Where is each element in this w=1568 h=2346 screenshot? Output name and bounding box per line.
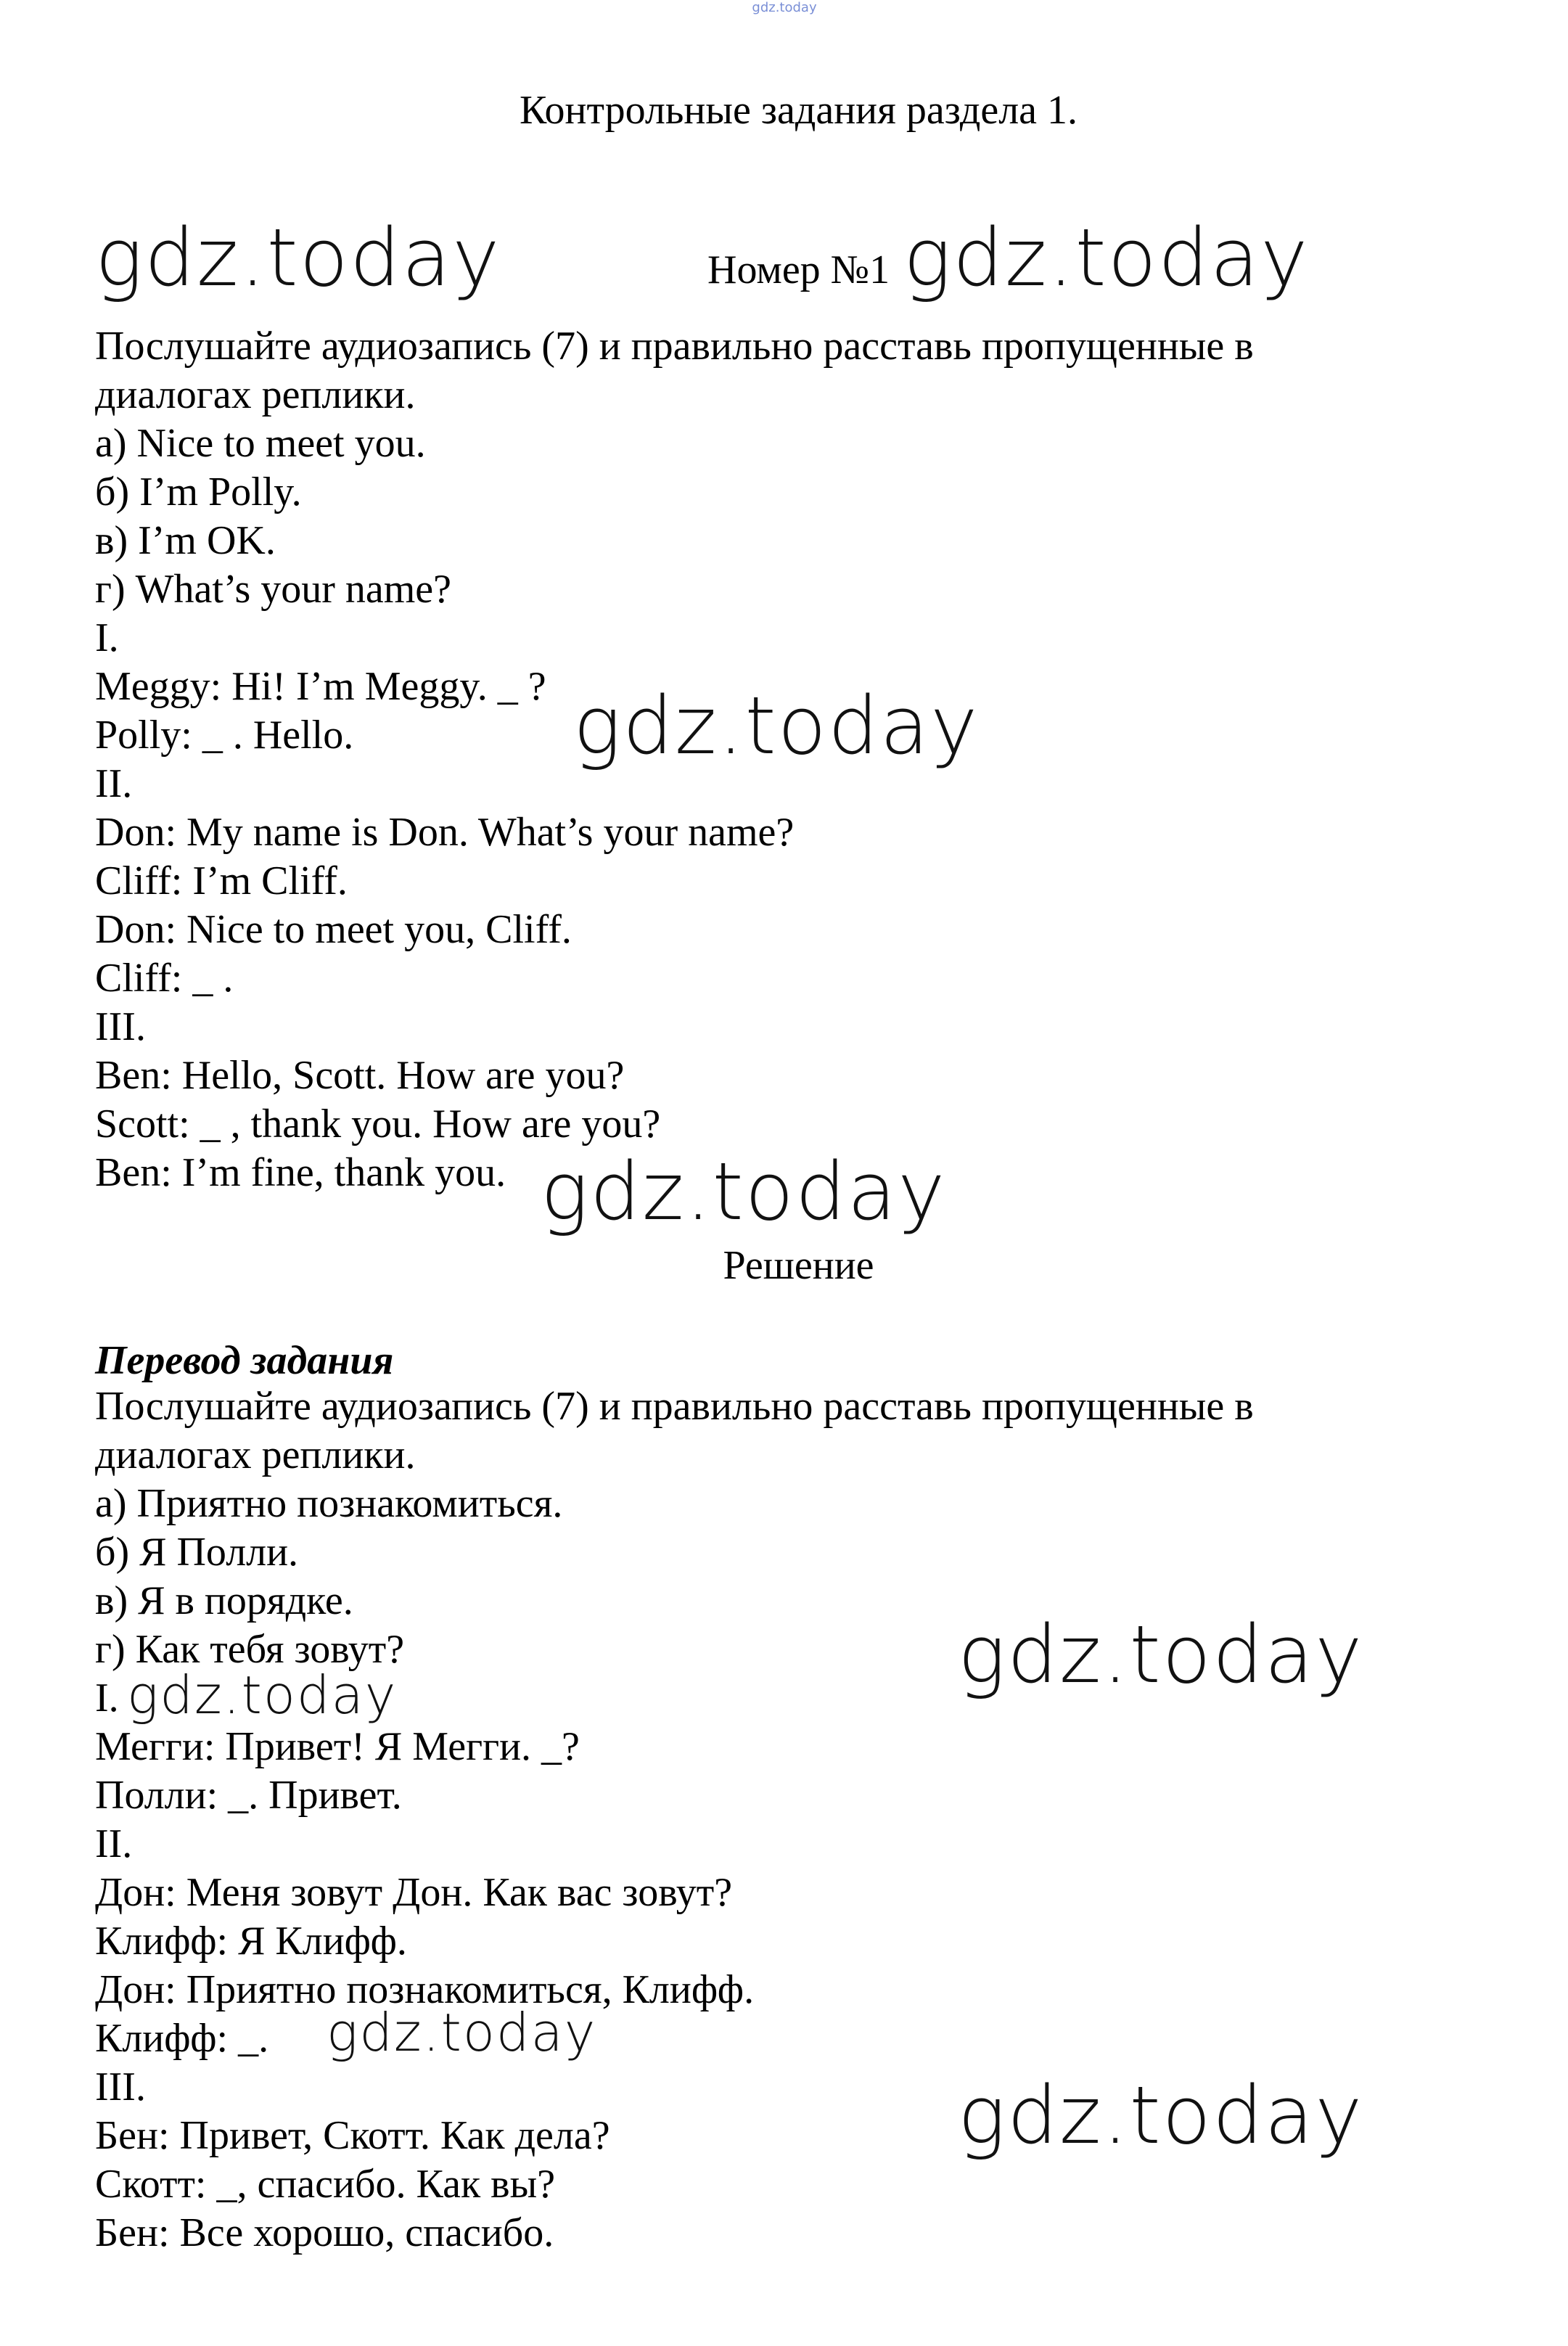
translation-line: Мегги: Привет! Я Мегги. _?	[95, 1724, 580, 1769]
translation-line: Дон: Приятно познакомиться, Клифф.	[95, 1967, 755, 2012]
watermark: gdz.today	[95, 211, 501, 304]
task-line: Polly: _ . Hello.	[95, 713, 354, 758]
task-line: Ben: Hello, Scott. How are you?	[95, 1053, 625, 1098]
translation-line: Послушайте аудиозапись (7) и правильно расставь пропущенные в	[95, 1384, 1254, 1429]
translation-line: а) Приятно познакомиться.	[95, 1481, 563, 1526]
translation-line: Клифф: _.	[95, 2016, 269, 2061]
task-line: Послушайте аудиозапись (7) и правильно расставь пропущенные в	[95, 324, 1254, 369]
task-number: Номер №1	[707, 247, 890, 292]
task-line: а) Nice to meet you.	[95, 421, 426, 466]
task-line: II.	[95, 761, 133, 806]
translation-line: I.	[95, 1676, 119, 1720]
watermark: gdz.today	[541, 1145, 947, 1238]
task-line: г) What’s your name?	[95, 567, 452, 612]
task-line: Don: Nice to meet you, Cliff.	[95, 907, 572, 952]
translation-heading: Перевод задания	[95, 1338, 394, 1383]
task-line: Cliff: I’m Cliff.	[95, 858, 348, 903]
task-line: I.	[95, 615, 119, 660]
translation-line: Бен: Привет, Скотт. Как дела?	[95, 2113, 610, 2158]
page-title: Контрольные задания раздела 1.	[519, 88, 1078, 133]
task-line: Don: My name is Don. What’s your name?	[95, 810, 795, 855]
translation-line: Полли: _. Привет.	[95, 1773, 402, 1818]
task-line: диалогах реплики.	[95, 372, 416, 417]
solution-heading: Решение	[723, 1243, 874, 1288]
task-line: Ben: I’m fine, thank you.	[95, 1150, 506, 1195]
translation-line: диалогах реплики.	[95, 1432, 416, 1477]
translation-line: II.	[95, 1821, 133, 1866]
watermark: gdz.today	[127, 1665, 398, 1726]
task-line: в) I’m OK.	[95, 518, 276, 563]
translation-line: Дон: Меня зовут Дон. Как вас зовут?	[95, 1870, 733, 1915]
header-watermark: gdz.today	[752, 0, 817, 15]
translation-line: г) Как тебя зовут?	[95, 1627, 405, 1672]
watermark: gdz.today	[903, 211, 1310, 304]
watermark: gdz.today	[958, 1608, 1364, 1701]
translation-line: в) Я в порядке.	[95, 1578, 353, 1623]
task-line: Cliff: _ .	[95, 956, 234, 1001]
translation-line: III.	[95, 2064, 146, 2109]
task-line: Scott: _ , thank you. How are you?	[95, 1102, 661, 1147]
translation-line: б) Я Полли.	[95, 1530, 299, 1575]
task-line: III.	[95, 1004, 146, 1049]
task-line: Meggy: Hi! I’m Meggy. _ ?	[95, 664, 546, 709]
watermark: gdz.today	[573, 679, 980, 772]
translation-line: Бен: Все хорошо, спасибо.	[95, 2210, 554, 2255]
translation-line: Клифф: Я Клифф.	[95, 1919, 407, 1964]
translation-line: Скотт: _, спасибо. Как вы?	[95, 2162, 556, 2207]
task-line: б) I’m Polly.	[95, 469, 302, 514]
watermark: gdz.today	[958, 2069, 1364, 2162]
watermark: gdz.today	[327, 2002, 597, 2063]
